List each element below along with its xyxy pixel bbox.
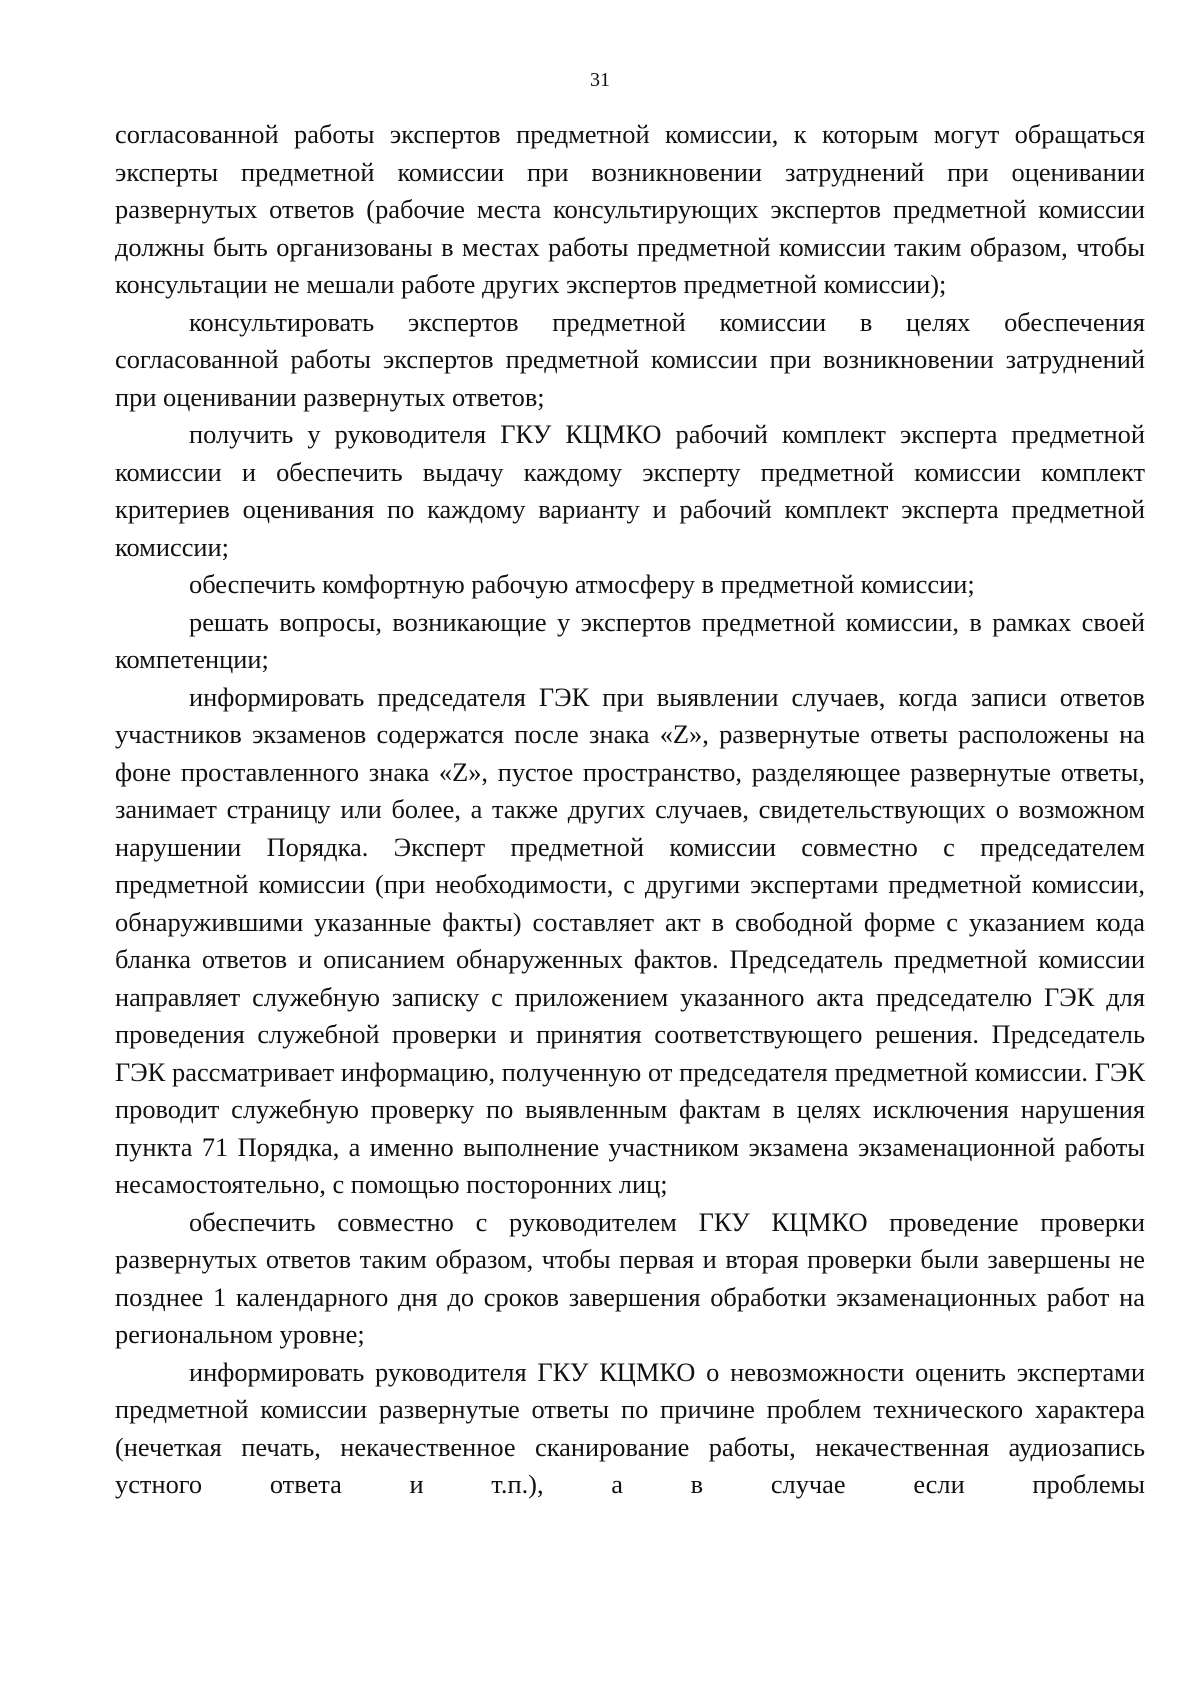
paragraph-receive-kit: получить у руководителя ГКУ КЦМКО рабочий комплект эксперта предметной комиссии и обеспечить выдачу каждому эксперту предметной комиссии комплект критериев оценивания по каждому варианту и рабочий комплект эксперта предметной комиссии; <box>115 419 1145 562</box>
paragraph-ensure-checking: обеспечить совместно с руководителем ГКУ КЦМКО проведение проверки развернутых ответов таким образом, чтобы первая и вторая проверки были завершены не позднее 1 календарного дня до сроков завершения обработки экзаменационных работ на региональном уровне; <box>115 1206 1145 1349</box>
paragraph-inform-head: информировать руководителя ГКУ КЦМКО о невозможности оценить экспертами предметной комиссии развернутые ответы по причине проблем технического характера (нечеткая печать, некачественное сканирование работы, некачественная аудиозапись устного ответа и т.п.), а в случае если проблемы <box>115 1356 1145 1499</box>
paragraph-resolve-questions: решать вопросы, возникающие у экспертов предметной комиссии, в рамках своей компетенции; <box>115 606 1145 674</box>
document-body <box>115 116 1145 1504</box>
paragraph-continuation: согласованной работы экспертов предметной комиссии, к которым могут обращаться эксперты предметной комиссии при возникновении затруднений при оценивании развернутых ответов (рабочие места консультирующих экспертов предметной комиссии должны быть организованы в местах работы предметной комиссии таким образом, чтобы консультации не мешали работе других экспертов предметной комиссии); <box>115 119 1145 299</box>
paragraph-inform-chairman: информировать председателя ГЭК при выявлении случаев, когда записи ответов участников экзаменов содержатся после знака «Z», развернутые ответы расположены на фоне проставленного знака «Z», пустое пространство, разделяющее развернутые ответы, занимает страницу или более, а также других случаев, свидетельствующих о возможном нарушении Порядка. Эксперт предметной комиссии совместно с председателем предметной комиссии (при необходимости, с другими экспертами предметной комиссии, обнаружившими указанные факты) составляет акт в свободной форме с указанием кода бланка ответов и описанием обнаруженных фактов. Председатель предметной комиссии направляет служебную записку с приложением указанного акта председателю ГЭК для проведения служебной проверки и принятия соответствующего решения. Председатель ГЭК рассматривает информацию, полученную от председателя предметной комиссии. ГЭК проводит служебную проверку по выявленным фактам в целях исключения нарушения пункта 71 Порядка, а именно выполнение участником экзамена экзаменационной работы несамостоятельно, с помощью посторонних лиц; <box>115 681 1145 1199</box>
page-number: 31 <box>590 69 610 91</box>
paragraph-comfortable-atmosphere: обеспечить комфортную рабочую атмосферу в предметной комиссии; <box>189 569 975 599</box>
paragraph-consult-experts: консультировать экспертов предметной комиссии в целях обеспечения согласованной работы экспертов предметной комиссии при возникновении затруднений при оценивании развернутых ответов; <box>115 306 1145 412</box>
